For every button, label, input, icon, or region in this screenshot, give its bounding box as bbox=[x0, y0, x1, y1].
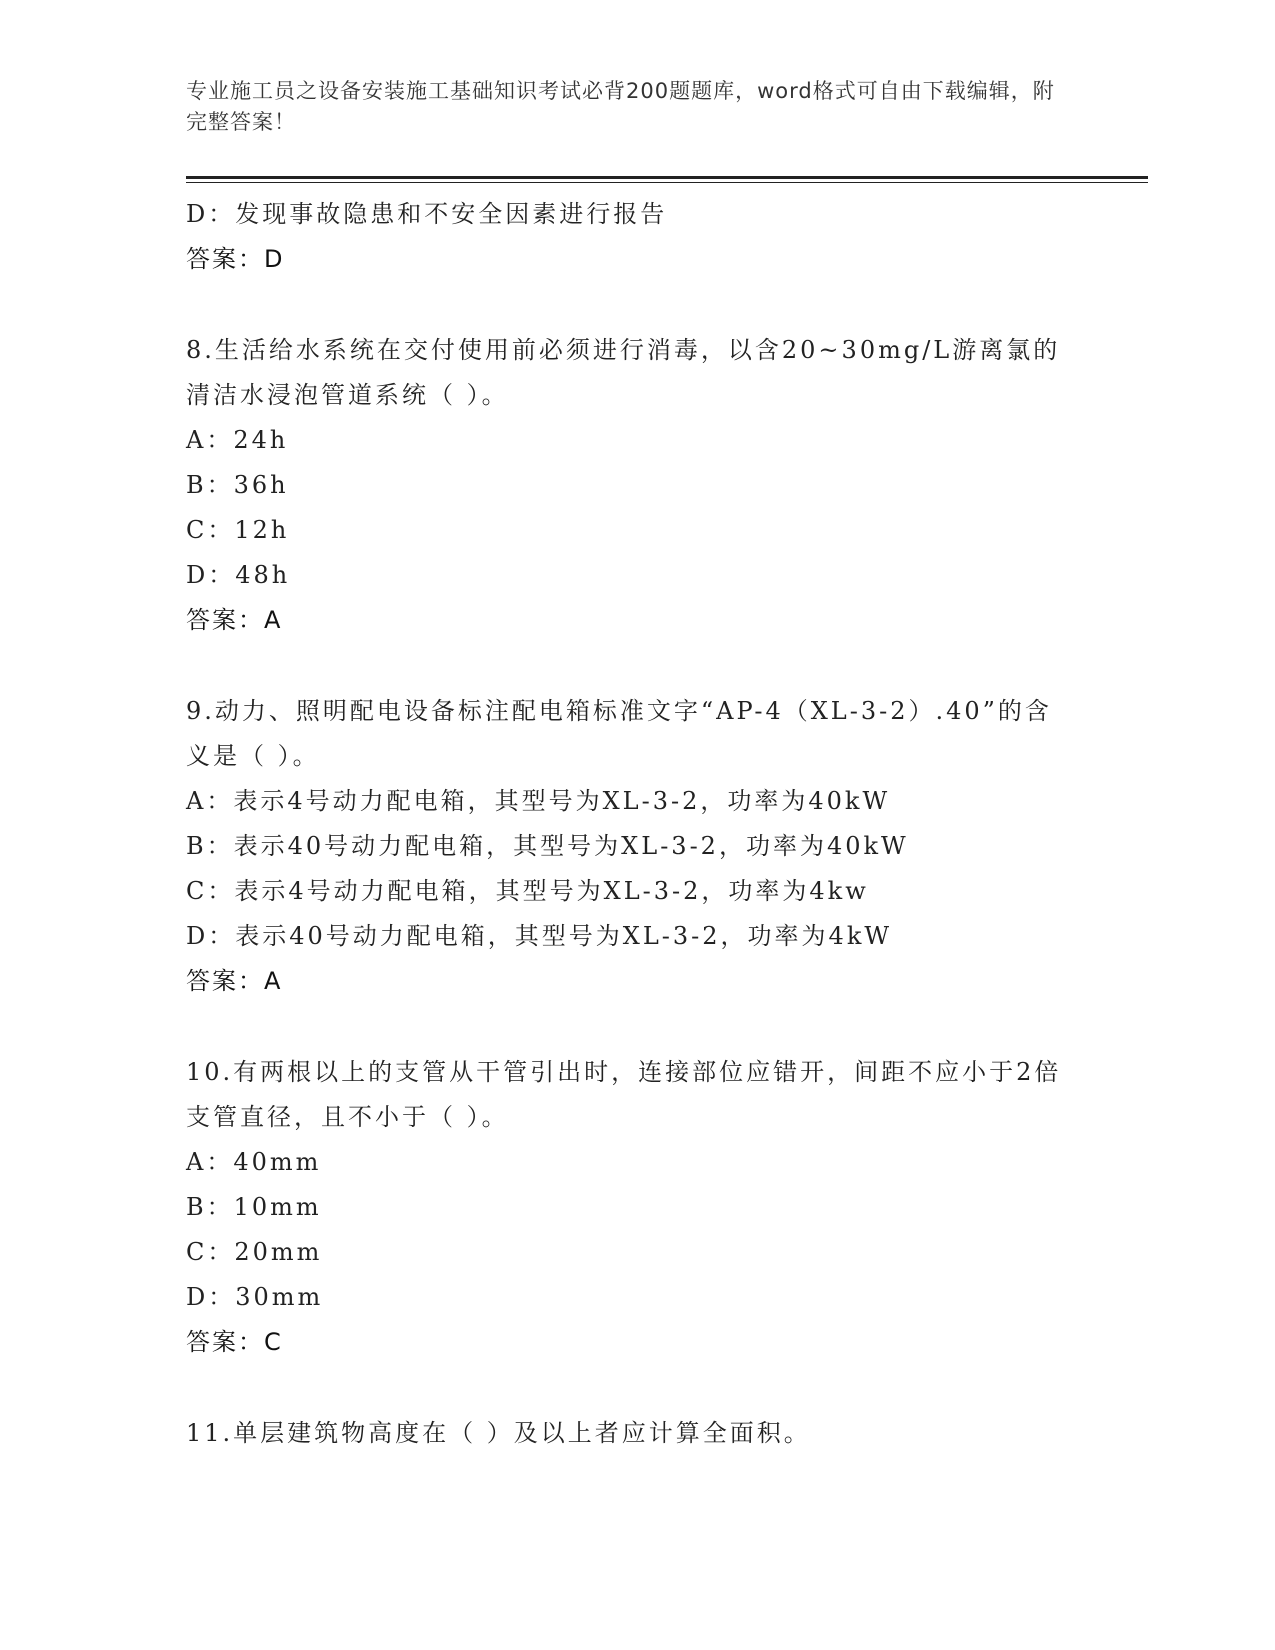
option-b: B：10mm bbox=[186, 1193, 322, 1221]
document-header: 专业施工员之设备安装施工基础知识考试必背200题题库，word格式可自由下载编辑，附完整答案！ bbox=[186, 79, 1055, 134]
answer: 答案：C bbox=[186, 1328, 283, 1356]
question-11 bbox=[186, 1411, 1086, 1456]
option-c: C：20mm bbox=[186, 1238, 323, 1266]
prev-option-d: D：发现事故隐患和不安全因素进行报告 bbox=[186, 200, 668, 228]
question-8 bbox=[186, 328, 1086, 643]
header-rule-thick bbox=[186, 176, 1148, 179]
question-list bbox=[186, 192, 1086, 1456]
option-c: C：表示4号动力配电箱，其型号为XL-3-2，功率为4kw bbox=[186, 877, 869, 905]
option-a: A：24h bbox=[186, 426, 289, 454]
question-9 bbox=[186, 689, 1086, 1004]
option-a: A：表示4号动力配电箱，其型号为XL-3-2，功率为40kW bbox=[186, 787, 891, 815]
header-rule-thin bbox=[186, 182, 1148, 183]
question-text: 10.有两根以上的支管从干管引出时，连接部位应错开，间距不应小于2倍支管直径，且不小于（ ）。 bbox=[186, 1058, 1062, 1131]
prev-answer: 答案：D bbox=[186, 245, 285, 273]
question-text: 8.生活给水系统在交付使用前必须进行消毒，以含20~30mg/L游离氯的清洁水浸泡管道系统（ ）。 bbox=[186, 336, 1061, 409]
option-d: D：表示40号动力配电箱，其型号为XL-3-2，功率为4kW bbox=[186, 922, 893, 950]
question-10 bbox=[186, 1050, 1086, 1365]
option-d: D：48h bbox=[186, 561, 291, 589]
question-text: 9.动力、照明配电设备标注配电箱标准文字“AP-4（XL-3-2）.40”的含义是（ ）。 bbox=[186, 697, 1052, 770]
option-a: A：40mm bbox=[186, 1148, 322, 1176]
option-b: B：36h bbox=[186, 471, 289, 499]
answer: 答案：A bbox=[186, 606, 283, 634]
option-b: B：表示40号动力配电箱，其型号为XL-3-2，功率为40kW bbox=[186, 832, 909, 860]
answer: 答案：A bbox=[186, 967, 283, 995]
question-text: 11.单层建筑物高度在（ ）及以上者应计算全面积。 bbox=[186, 1419, 811, 1447]
option-c: C：12h bbox=[186, 516, 290, 544]
option-d: D：30mm bbox=[186, 1283, 324, 1311]
